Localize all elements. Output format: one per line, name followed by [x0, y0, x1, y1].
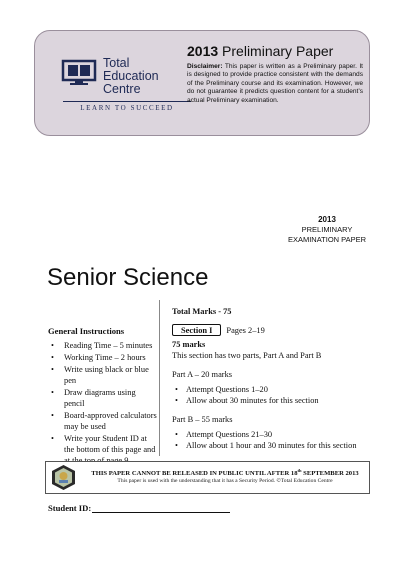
section-description: This section has two parts, Part A and Part B — [172, 351, 322, 360]
part-b-heading: Part B – 55 marks — [172, 415, 233, 424]
instruction-item: • Working Time – 2 hours — [48, 352, 158, 363]
section-label: Section I — [172, 324, 221, 336]
part-b-item: • Allow about 1 hour and 30 minutes for this section — [172, 440, 372, 451]
logo — [59, 55, 199, 127]
marks-breakdown — [172, 306, 372, 451]
disclaimer-text: This paper is written as a Preliminary paper. It is designed to provide practice consistent with the demands of the Preliminary course and its examination. However, we do not guarantee it predicts question content for a student’s actual Preliminary examination. — [187, 63, 363, 104]
logo-line-1: Total — [103, 56, 130, 70]
general-instructions — [48, 326, 158, 467]
paper-title — [187, 43, 365, 59]
exam-label-year: 2013 — [318, 215, 336, 224]
general-instructions-list — [48, 340, 158, 466]
column-divider — [159, 300, 160, 456]
part-a-heading: Part A – 20 marks — [172, 370, 233, 379]
exam-label-line-1: PRELIMINARY — [301, 225, 353, 234]
notice-main-prefix: THIS PAPER CANNOT BE RELEASED IN PUBLIC UNTIL AFTER 18 — [91, 470, 298, 478]
header-banner — [34, 30, 370, 136]
instruction-item: • Reading Time – 5 minutes — [48, 340, 158, 351]
part-a-list — [172, 384, 372, 406]
disclaimer — [187, 63, 363, 105]
logo-line-3: Centre — [103, 82, 141, 96]
part-a-item: • Allow about 30 minutes for this section — [172, 395, 372, 406]
logo-wordmark — [103, 57, 193, 96]
total-marks: Total Marks - 75 — [172, 307, 232, 316]
notice-main-suffix: SEPTEMBER 2013 — [301, 470, 359, 478]
subject-title: Senior Science — [47, 264, 209, 291]
computer-monitor-icon — [61, 59, 97, 87]
part-b-list — [172, 429, 372, 451]
general-instructions-heading: General Instructions — [48, 326, 125, 336]
paper-title-text: Preliminary Paper — [222, 43, 334, 59]
instruction-item: • Board-approved calculators may be used — [48, 410, 158, 432]
section-row — [172, 324, 372, 336]
section-pages: Pages 2–19 — [226, 325, 265, 335]
instruction-item: • Write using black or blue pen — [48, 364, 158, 386]
notice-main-sup: th — [297, 468, 302, 473]
notice-main-text — [82, 467, 368, 478]
exam-label-line-2: EXAMINATION PAPER — [287, 235, 367, 244]
notice-sub-text: This paper is used with the understanding that it has a Security Period. ©Total Education Centre — [117, 478, 333, 484]
student-id-label: Student ID: — [48, 503, 92, 513]
exam-label — [282, 215, 372, 245]
section-marks: 75 marks — [172, 340, 206, 349]
logo-line-2: Education — [103, 69, 159, 83]
instruction-item: • Write your Student ID at the bottom of this page and — [48, 433, 158, 466]
security-notice — [45, 461, 370, 494]
disclaimer-label: Disclaimer: — [187, 63, 223, 70]
instruction-item: • Draw diagrams using pencil — [48, 387, 158, 409]
part-a-item: • Attempt Questions 1–20 — [172, 384, 372, 395]
paper-year: 2013 — [187, 43, 219, 59]
crest-emblem-icon — [50, 464, 77, 491]
student-id-field[interactable] — [92, 512, 230, 513]
logo-tagline: LEARN TO SUCCEED — [63, 101, 191, 112]
part-b-item: • Attempt Questions 21–30 — [172, 429, 372, 440]
